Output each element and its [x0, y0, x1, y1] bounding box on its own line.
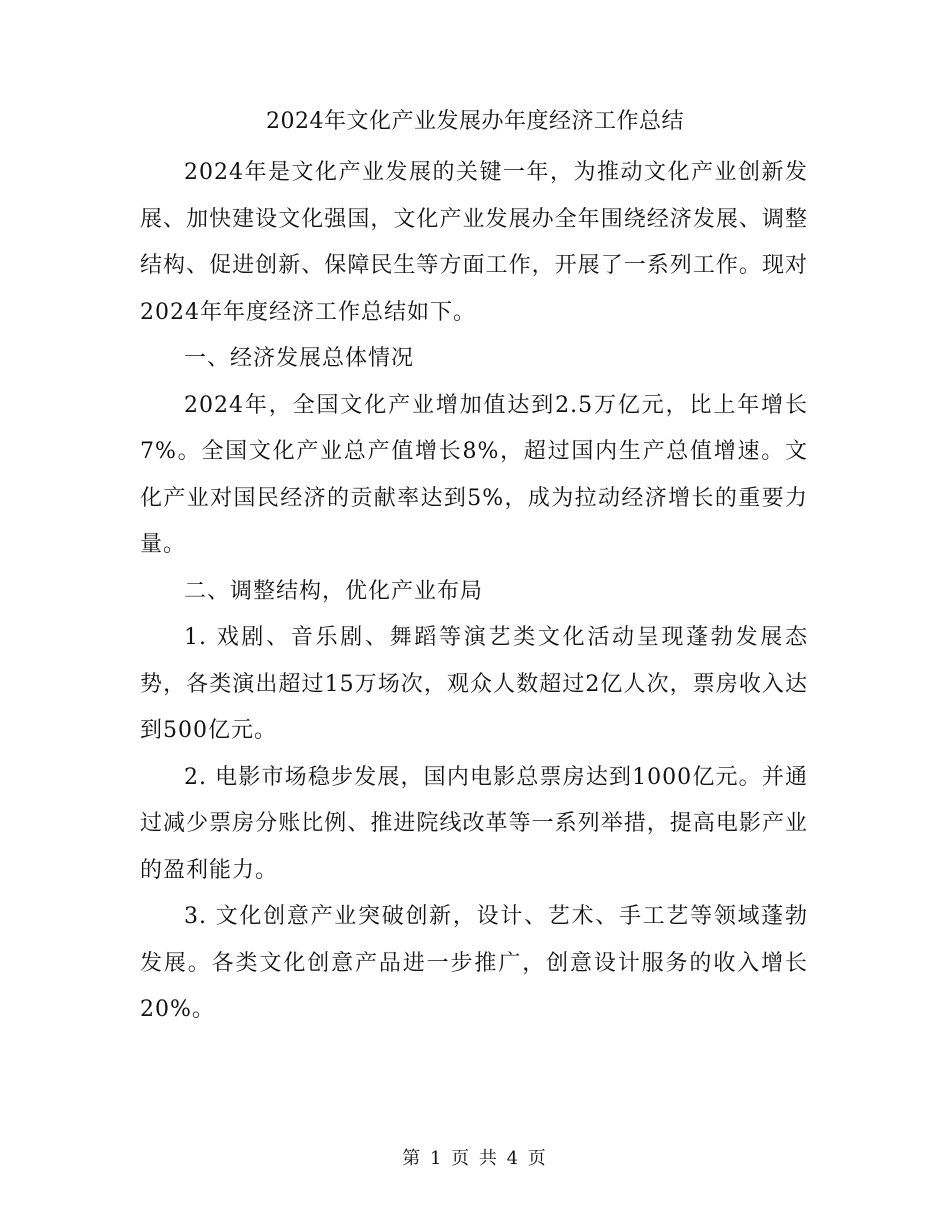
- intro-paragraph: 2024年是文化产业发展的关键一年，为推动文化产业创新发展、加快建设文化强国，文化产业发展办全年围绕经济发展、调整结构、促进创新、保障民生等方面工作，开展了一系列工作。现对2024年年度经济工作总结如下。: [140, 160, 808, 325]
- page-number-footer: 第 1 页 共 4 页: [402, 1148, 548, 1169]
- list-item-2: 2. 电影市场稳步发展，国内电影总票房达到1000亿元。并通过减少票房分账比例、推进院线改革等一系列举措，提高电影产业的盈利能力。: [140, 764, 808, 883]
- section-heading-1: 一、经济发展总体情况: [184, 346, 415, 371]
- section-1-paragraph: 2024年，全国文化产业增加值达到2.5万亿元，比上年增长7%。全国文化产业总产值增长8%，超过国内生产总值增速。文化产业对国民经济的贡献率达到5%，成为拉动经济增长的重要力量。: [140, 392, 808, 557]
- section-heading-2: 二、调整结构，优化产业布局: [184, 578, 484, 604]
- list-item-1: 1. 戏剧、音乐剧、舞蹈等演艺类文化活动呈现蓬勃发展态势，各类演出超过15万场次，观众人数超过2亿人次，票房收入达到500亿元。: [140, 625, 808, 743]
- document-body: [140, 150, 808, 1034]
- list-item-3: 3. 文化创意产业突破创新，设计、艺术、手工艺等领域蓬勃发展。各类文化创意产品进一步推广，创意设计服务的收入增长20%。: [140, 904, 808, 1022]
- document-title: 2024年文化产业发展办年度经济工作总结: [266, 109, 684, 134]
